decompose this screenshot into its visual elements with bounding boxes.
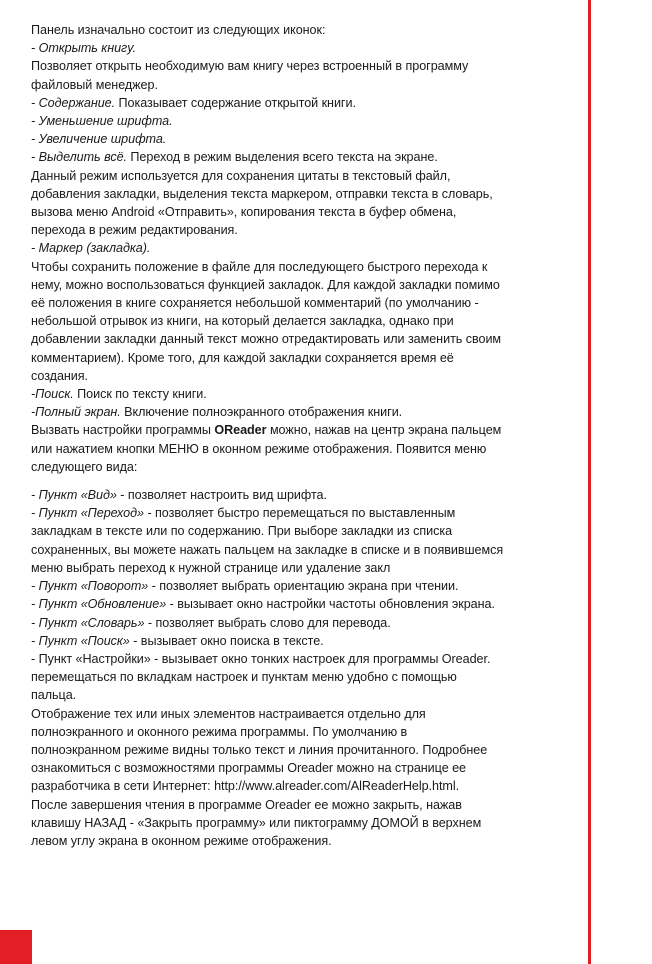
fullscreen-desc: Включение полноэкранного отображения книги. — [120, 405, 403, 420]
menu-rotate-item — [31, 577, 581, 595]
settings-intro-line-1 — [31, 421, 581, 439]
marker-item — [31, 239, 581, 257]
page-margin-rule — [588, 0, 591, 964]
font-larger-item — [31, 130, 581, 148]
marker-label: - Маркер (закладка). — [31, 241, 151, 256]
display-line-8: левом углу экрана в оконном режиме отображения. — [31, 833, 332, 848]
select-all-desc: Переход в режим выделения всего текста на экране. — [126, 150, 438, 165]
open-book-desc-line-1: Позволяет открыть необходимую вам книгу через встроенный в программу — [31, 59, 469, 74]
display-line-4: ознакомиться с возможностями программы Oreader можно на странице ее — [31, 761, 467, 776]
marker-line-5: добавлении закладки данный текст можно отредактировать или заменить своим — [31, 332, 502, 347]
menu-dictionary-desc: - позволяет выбрать слово для перевода. — [144, 615, 391, 630]
marker-line-1: Чтобы сохранить положение в файле для последующего быстрого перехода к — [31, 259, 488, 274]
fullscreen-item — [31, 403, 581, 421]
display-line-2: полноэкранного и оконного режима программы. По умолчанию в — [31, 724, 408, 739]
menu-rotate-desc: - позволяет выбрать ориентацию экрана при чтении. — [148, 579, 459, 594]
select-all-line-3: вызова меню Android «Отправить», копирования текста в буфер обмена, — [31, 205, 457, 220]
contents-label: - Содержание. — [31, 95, 116, 110]
menu-find-item — [31, 632, 581, 650]
font-larger-label: - Увеличение шрифта. — [31, 132, 167, 147]
select-all-line-4: перехода в режим редактирования. — [31, 223, 238, 238]
menu-find-desc: - вызывает окно поиска в тексте. — [129, 633, 324, 648]
menu-settings-line-1: перемещаться по вкладкам настроек и пунктам меню удобно с помощью — [31, 670, 457, 685]
search-item — [31, 385, 581, 403]
search-desc: Поиск по тексту книги. — [73, 387, 207, 402]
contents-desc: Показывает содержание открытой книги. — [115, 95, 356, 110]
settings-intro-post: можно, нажав на центр экрана пальцем — [266, 423, 502, 438]
contents-item — [31, 94, 581, 112]
menu-find-label: - Пункт «Поиск» — [31, 633, 130, 648]
menu-settings-line-2: пальца. — [31, 688, 77, 703]
menu-goto-line-2: сохраненных, вы можете нажать пальцем на закладке в списке и в появившемся — [31, 542, 504, 557]
font-smaller-item — [31, 112, 581, 130]
menu-view-label: - Пункт «Вид» — [31, 488, 117, 503]
settings-intro-line-2: или нажатием кнопки МЕНЮ в оконном режиме отображения. Появится меню — [31, 441, 487, 456]
display-line-3: полноэкранном режиме видны только текст и линия прочитанного. Подробнее — [31, 742, 488, 757]
menu-rotate-label: - Пункт «Поворот» — [31, 579, 149, 594]
marker-line-6: комментарием). Кроме того, для каждой закладки сохраняется время её — [31, 350, 454, 365]
display-line-5: разработчика в сети Интернет: http://www.alreader.com/AlReaderHelp.html. — [31, 779, 460, 794]
marker-line-4: небольшой отрывок из книги, на который делается закладка, однако при — [31, 314, 454, 329]
menu-refresh-desc: - вызывает окно настройки частоты обновления экрана. — [166, 597, 495, 612]
menu-refresh-label: - Пункт «Обновление» — [31, 597, 167, 612]
open-book-desc-line-2: файловый менеджер. — [31, 77, 158, 92]
menu-view-item — [31, 486, 581, 504]
menu-goto-line-1: закладкам в тексте или по содержанию. При выборе закладки из списка — [31, 524, 453, 539]
settings-intro-pre: Вызвать настройки программы — [31, 423, 215, 438]
menu-dictionary-item — [31, 614, 581, 632]
fullscreen-label: -Полный экран. — [31, 405, 121, 420]
display-line-7: клавишу НАЗАД - «Закрыть программу» или пиктограмму ДОМОЙ в верхнем — [31, 815, 482, 830]
menu-view-desc: - позволяет настроить вид шрифта. — [116, 488, 327, 503]
marker-line-7: создания. — [31, 368, 89, 383]
document-page — [31, 21, 581, 850]
menu-dictionary-label: - Пункт «Словарь» — [31, 615, 145, 630]
app-name: OReader — [214, 423, 267, 438]
open-book-label: - Открыть книгу. — [31, 41, 137, 56]
search-label: -Поиск. — [31, 387, 74, 402]
select-all-item — [31, 148, 581, 166]
intro-text: Панель изначально состоит из следующих иконок: — [31, 23, 326, 37]
menu-settings-item: - Пункт «Настройки» - вызывает окно тонких настроек для программы Oreader. — [31, 651, 491, 666]
menu-goto-line-3: меню выбрать переход к нужной странице или удаление закл — [31, 560, 391, 575]
select-all-label: - Выделить всё. — [31, 150, 127, 165]
menu-goto-desc: - позволяет быстро перемещаться по выставленным — [144, 506, 456, 521]
menu-refresh-item — [31, 595, 581, 613]
display-line-1: Отображение тех или иных элементов настраивается отдельно для — [31, 706, 426, 721]
marker-line-2: нему, можно воспользоваться функцией закладок. Для каждой закладки помимо — [31, 277, 500, 292]
page-corner-marker — [0, 930, 32, 964]
menu-goto-label: - Пункт «Переход» — [31, 506, 144, 521]
font-smaller-label: - Уменьшение шрифта. — [31, 114, 173, 129]
open-book-item — [31, 39, 581, 57]
select-all-line-2: добавления закладки, выделения текста маркером, отправки текста в словарь, — [31, 186, 493, 201]
settings-intro-line-3: следующего вида: — [31, 459, 138, 474]
select-all-line-1: Данный режим используется для сохранения цитаты в текстовый файл, — [31, 168, 451, 183]
marker-line-3: её положения в книге сохраняется небольшой комментарий (по умолчанию - — [31, 296, 479, 311]
menu-goto-item — [31, 504, 581, 522]
display-line-6: После завершения чтения в программе Oreader ее можно закрыть, нажав — [31, 797, 462, 812]
